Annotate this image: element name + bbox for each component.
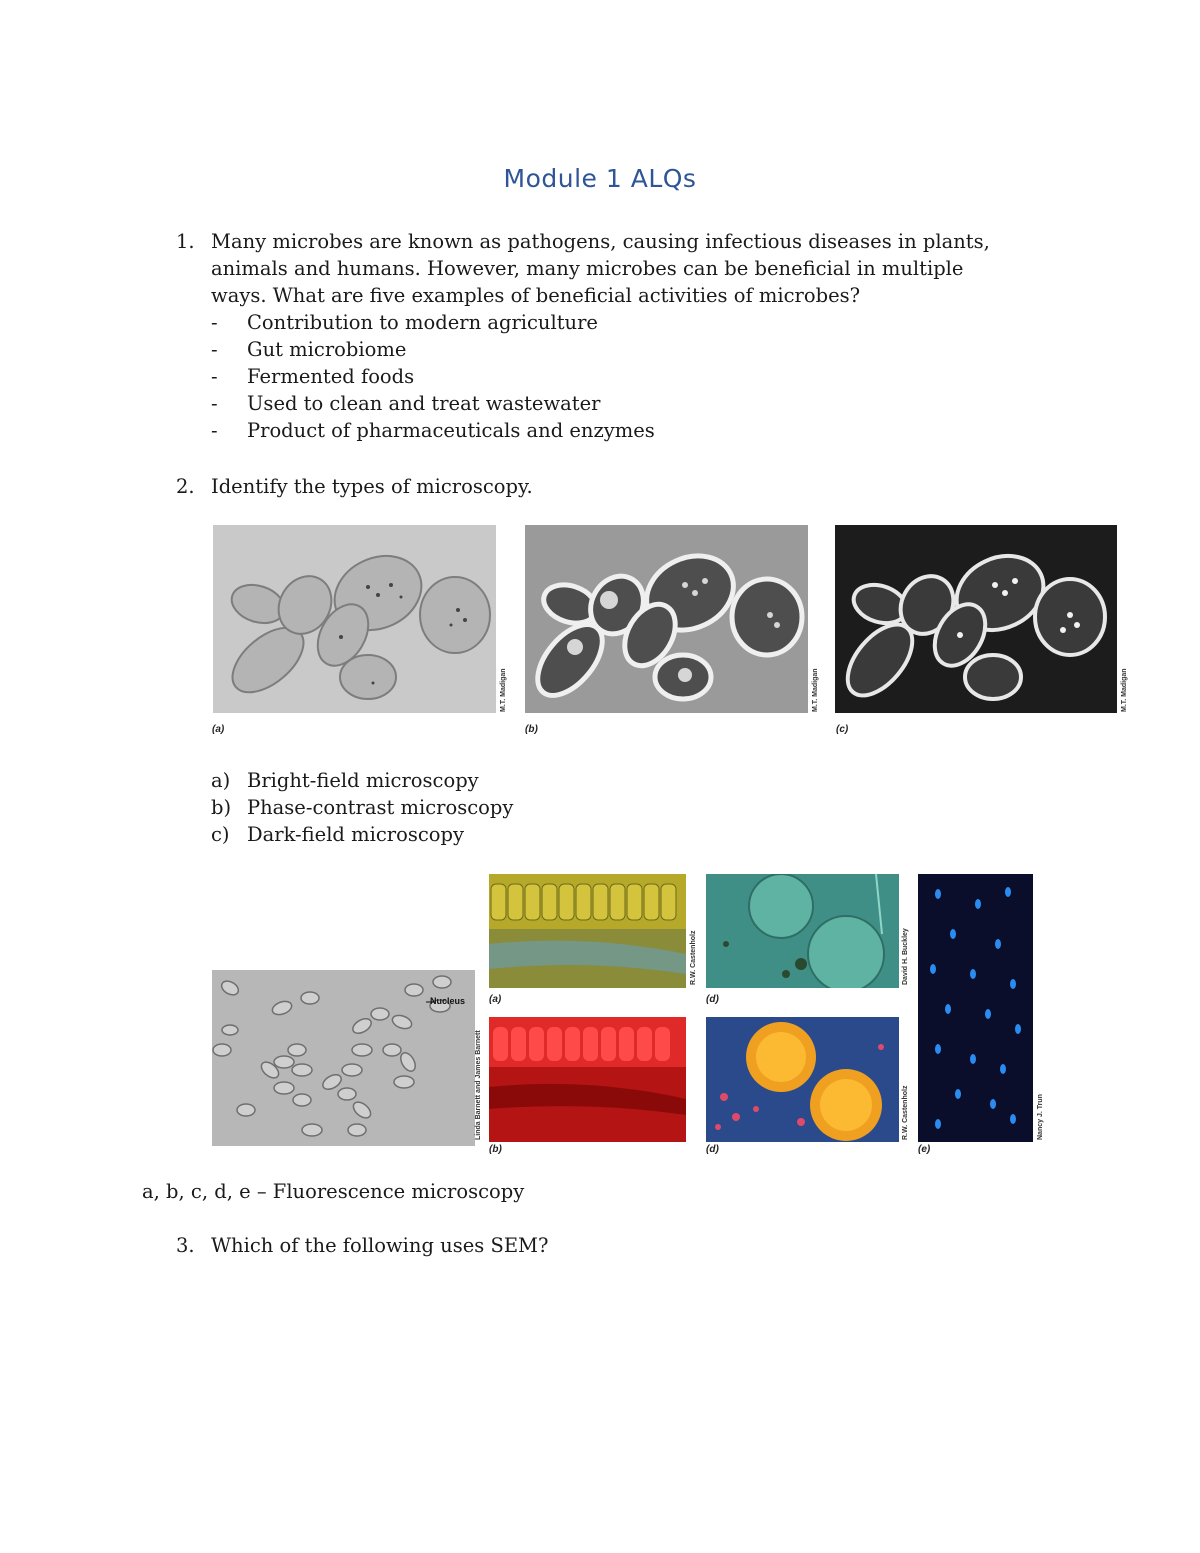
fluorescence-image-e <box>918 874 1033 1142</box>
fluorescence-answer: a, b, c, d, e – Fluorescence microscopy <box>142 1180 525 1203</box>
figure-label: (d) <box>706 1144 719 1155</box>
answer-1-item-2: Gut microbiome <box>247 338 407 361</box>
answer-2-text-b: Phase-contrast microscopy <box>247 796 514 819</box>
question-3-number: 3. <box>176 1234 195 1257</box>
answer-2-text-c: Dark-field microscopy <box>247 823 464 846</box>
answer-2-letter-b: b) <box>211 796 232 819</box>
bullet-dash: - <box>211 365 218 388</box>
question-1-line-2: animals and humans. However, many microbes can be beneficial in multiple <box>211 257 964 280</box>
question-1-number: 1. <box>176 230 195 253</box>
answer-1-item-4: Used to clean and treat wastewater <box>247 392 601 415</box>
question-2-number: 2. <box>176 475 195 498</box>
page-title: Module 1 ALQs <box>503 164 697 193</box>
image-credit: M.T. Madigan <box>812 668 819 712</box>
dic-yeast-image <box>212 970 475 1146</box>
fluorescence-image-a <box>489 874 686 988</box>
figure-label: (a) <box>489 994 502 1005</box>
image-credit: R.W. Castenholz <box>902 1085 909 1140</box>
figure-label: (c) <box>836 724 849 735</box>
image-credit: R.W. Castenholz <box>690 930 697 985</box>
figure-label: (b) <box>525 724 538 735</box>
answer-1-item-1: Contribution to modern agriculture <box>247 311 598 334</box>
question-3-text: Which of the following uses SEM? <box>211 1234 549 1257</box>
figure-label: (e) <box>918 1144 931 1155</box>
question-2-text: Identify the types of microscopy. <box>211 475 533 498</box>
image-credit: M.T. Madigan <box>1121 668 1128 712</box>
bullet-dash: - <box>211 392 218 415</box>
figure-label: (d) <box>706 994 719 1005</box>
answer-1-item-3: Fermented foods <box>247 365 415 388</box>
brightfield-yeast-image <box>213 525 496 713</box>
figure-label: (b) <box>489 1144 502 1155</box>
phase-contrast-yeast-image <box>525 525 808 713</box>
bullet-dash: - <box>211 419 218 442</box>
image-credit: Linda Barnett and James Barnett <box>475 1030 482 1140</box>
fluorescence-image-b <box>489 1017 686 1142</box>
answer-2-letter-a: a) <box>211 769 231 792</box>
fluorescence-image-d <box>706 1017 899 1142</box>
answer-2-letter-c: c) <box>211 823 230 846</box>
fluorescence-image-c <box>706 874 899 988</box>
image-credit: M.T. Madigan <box>500 668 507 712</box>
question-1-line-3: ways. What are five examples of beneficial activities of microbes? <box>211 284 861 307</box>
answer-1-item-5: Product of pharmaceuticals and enzymes <box>247 419 655 442</box>
answer-2-text-a: Bright-field microscopy <box>247 769 479 792</box>
figure-label: (a) <box>212 724 225 735</box>
image-credit: Nancy J. Trun <box>1037 1094 1044 1140</box>
question-1-line-1: Many microbes are known as pathogens, causing infectious diseases in plants, <box>211 230 990 253</box>
darkfield-yeast-image <box>835 525 1117 713</box>
bullet-dash: - <box>211 338 218 361</box>
bullet-dash: - <box>211 311 218 334</box>
image-credit: David H. Buckley <box>902 928 909 985</box>
nucleus-label: Nucleus <box>430 996 466 1006</box>
